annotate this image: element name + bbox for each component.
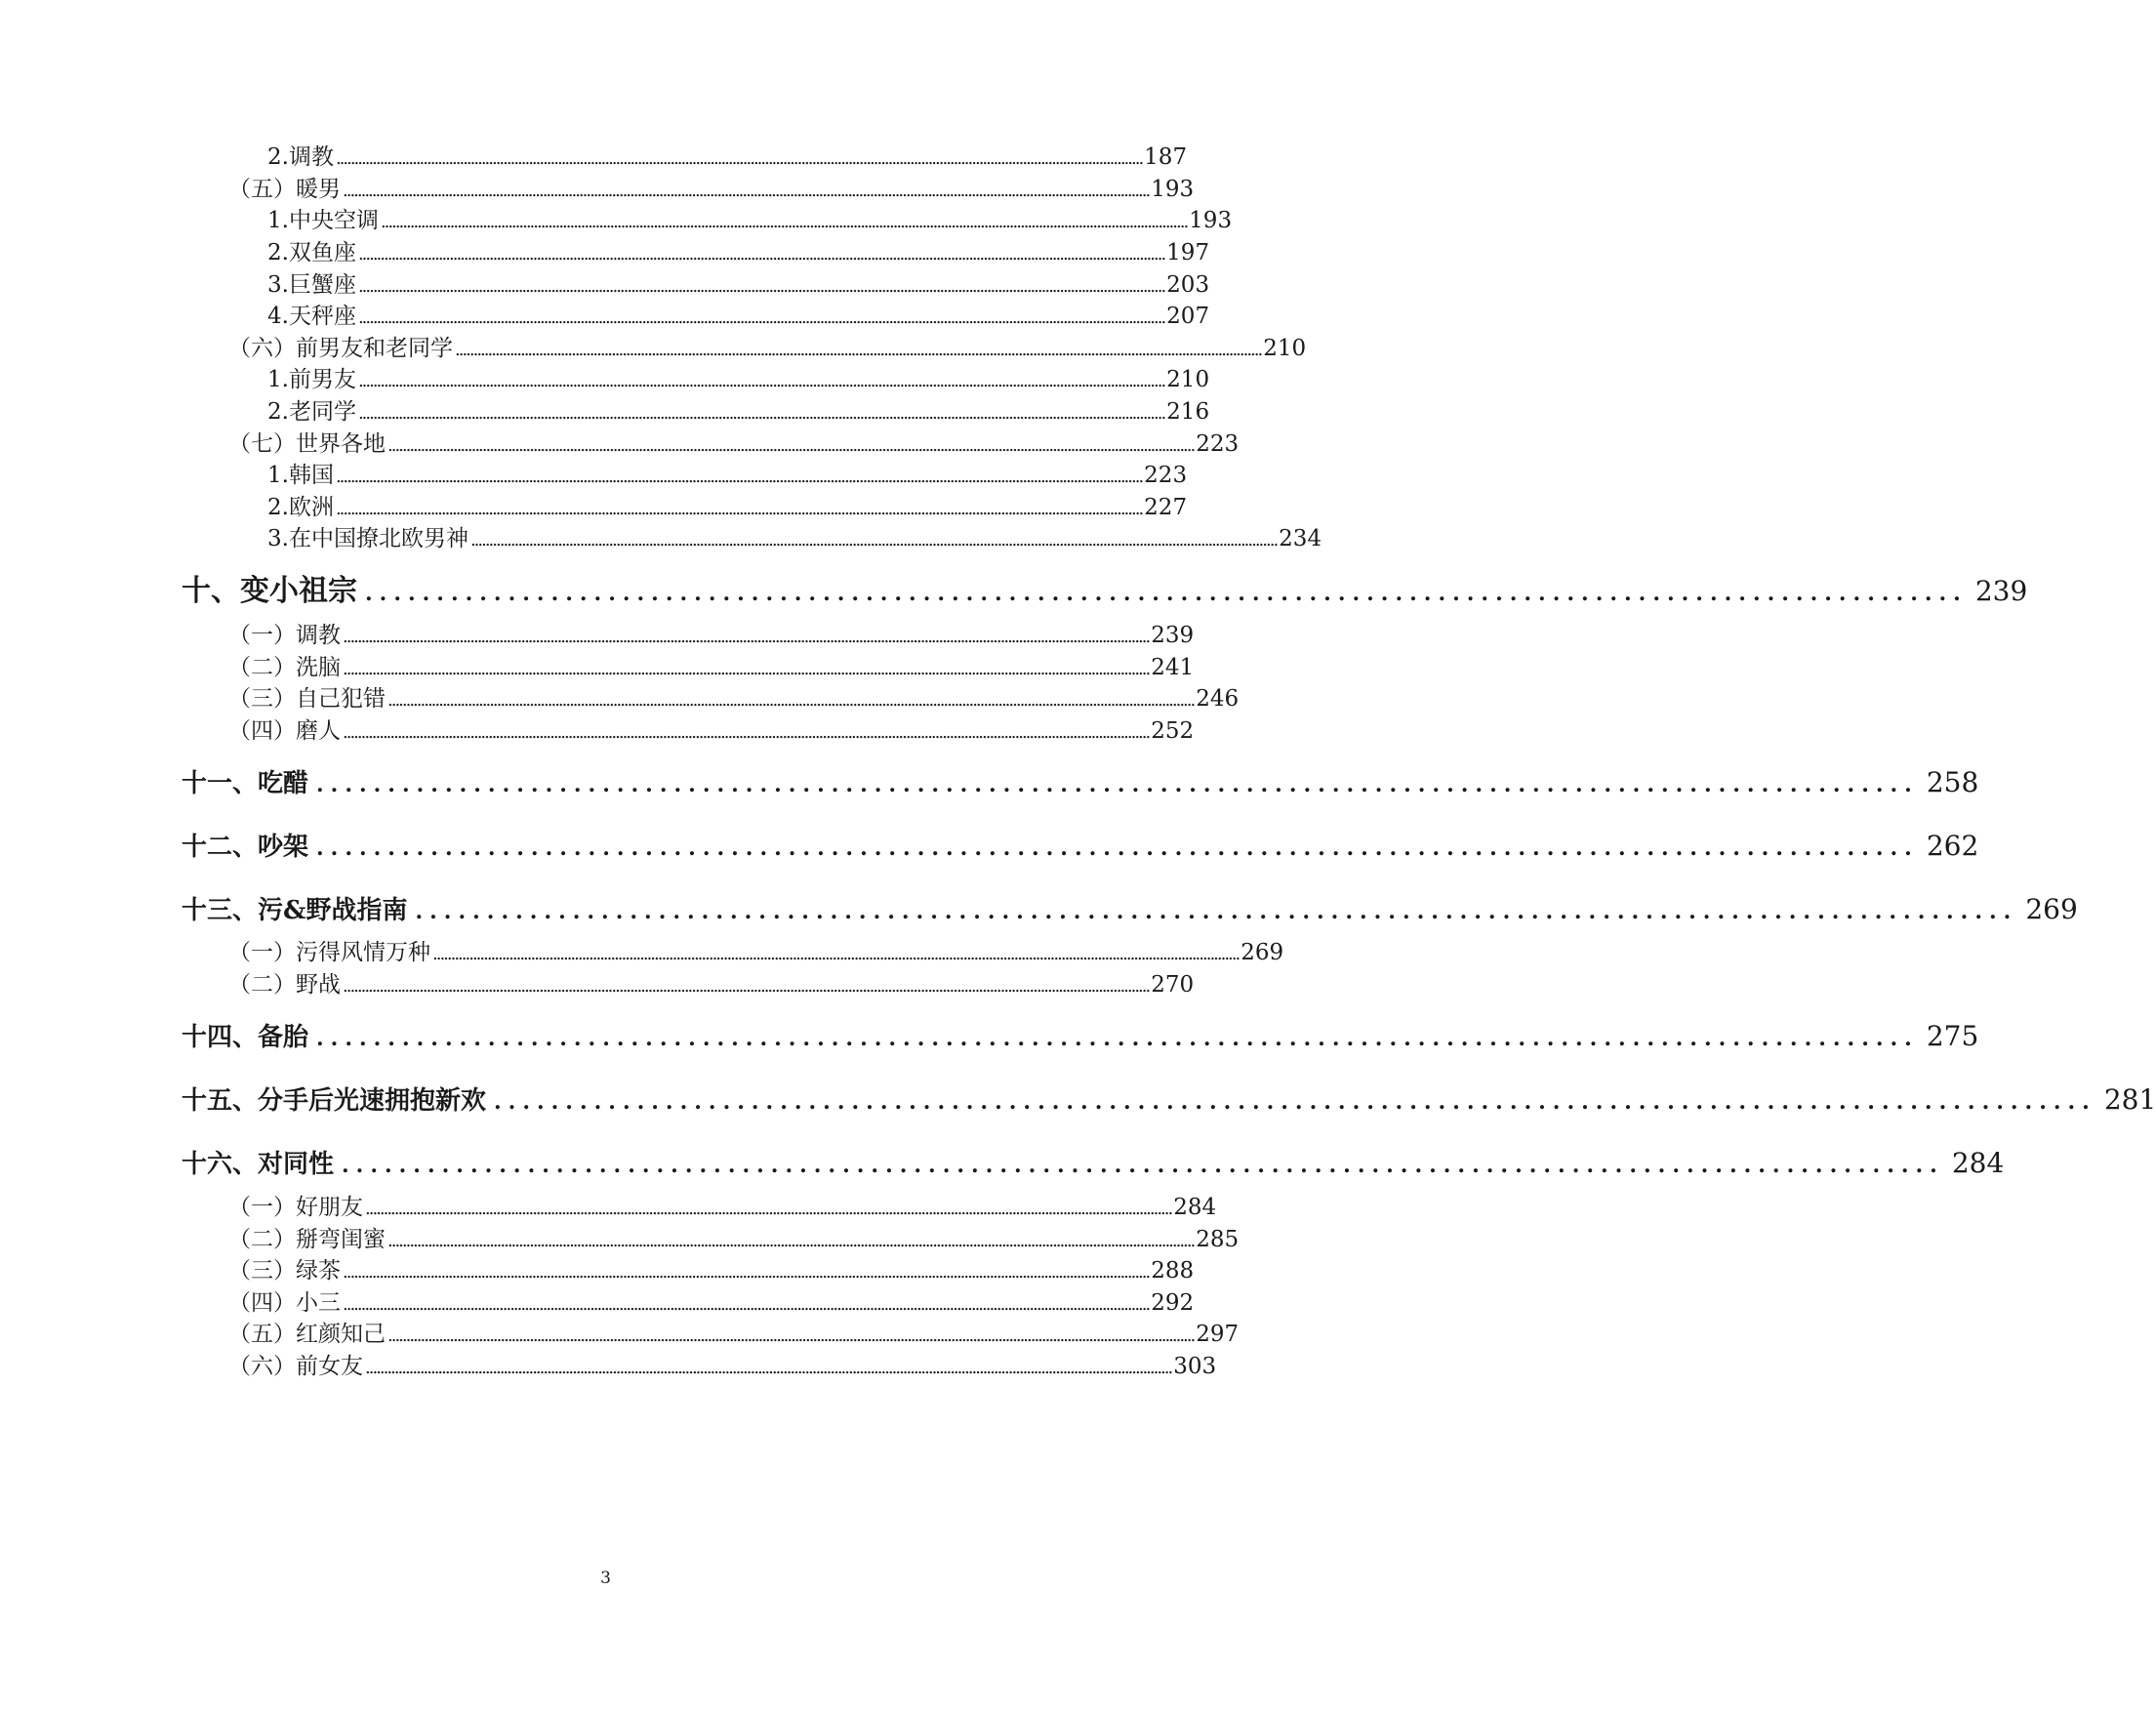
toc-chapter-title: 十二、吵架 bbox=[182, 833, 309, 862]
toc-entry-page: 193 bbox=[1151, 177, 1195, 202]
toc-chapter[interactable] bbox=[182, 893, 2078, 925]
toc-dot-leader: .............................................................................................................................................................................................................................. bbox=[432, 944, 1240, 964]
toc-entry-title: （六）前女友 bbox=[228, 1354, 363, 1379]
toc-dot-leader: .............................................................................................................................................................................................................................. bbox=[357, 371, 1165, 391]
toc-entry[interactable] bbox=[228, 177, 1195, 202]
toc-dot-leader: .............................................................................................................................................................................................................................. bbox=[343, 181, 1150, 201]
toc-dot-leader: .............................................................................................................................................................................................................................. bbox=[387, 435, 1195, 456]
toc-entry[interactable] bbox=[228, 940, 1284, 965]
toc-entry-title: （五）红颜知己 bbox=[228, 1322, 386, 1347]
toc-chapter-page: 269 bbox=[2025, 893, 2078, 925]
toc-entry-title: （六）前男友和老同学 bbox=[228, 336, 453, 361]
toc-entry-title: （三）绿茶 bbox=[228, 1258, 341, 1284]
toc-chapter[interactable] bbox=[182, 1020, 1979, 1052]
toc-chapter-page: 284 bbox=[1951, 1147, 2005, 1179]
toc-chapter-title: 十三、污&野战指南 bbox=[182, 896, 408, 925]
toc-entry-page: 297 bbox=[1196, 1322, 1240, 1347]
toc-entry-title: （二）野战 bbox=[228, 972, 341, 998]
toc-entry[interactable] bbox=[228, 431, 1240, 457]
toc-entry-page: 223 bbox=[1144, 463, 1188, 488]
toc-dot-leader: ................................................................................................................ bbox=[415, 899, 2018, 924]
toc-entry[interactable] bbox=[267, 495, 1188, 520]
toc-entry-page: 210 bbox=[1166, 367, 1210, 392]
toc-entry[interactable] bbox=[228, 972, 1195, 998]
toc-entry-page: 239 bbox=[1151, 623, 1195, 648]
toc-entry-page: 303 bbox=[1173, 1354, 1217, 1379]
toc-dot-leader: .............................................................................................................................................................................................................................. bbox=[335, 467, 1143, 487]
toc-dot-leader: .............................................................................................................................................................................................................................. bbox=[343, 659, 1150, 679]
toc-dot-leader: .............................................................................................................................................................................................................................. bbox=[335, 148, 1143, 169]
toc-chapter[interactable] bbox=[182, 1083, 2156, 1116]
toc-entry-page: 203 bbox=[1166, 272, 1210, 298]
toc-entry-title: （三）自己犯错 bbox=[228, 686, 386, 712]
toc-entry-page: 284 bbox=[1173, 1195, 1217, 1220]
toc-entry[interactable] bbox=[228, 1195, 1217, 1220]
toc-entry[interactable] bbox=[228, 1322, 1240, 1347]
toc-entry-page: 210 bbox=[1263, 336, 1307, 361]
toc-entry-page: 197 bbox=[1166, 240, 1210, 265]
toc-chapter-title: 十、变小祖宗 bbox=[182, 574, 357, 608]
toc-entry-title: 4.天秤座 bbox=[267, 304, 356, 329]
toc-entry-title: 2.老同学 bbox=[267, 399, 356, 425]
toc-chapter-page: 275 bbox=[1926, 1020, 1979, 1052]
toc-dot-leader: .............................................................................................................................................................................................................................. bbox=[380, 212, 1188, 232]
toc-dot-leader: ................................................................................................................ bbox=[365, 581, 1968, 606]
toc-entry-page: 288 bbox=[1151, 1258, 1195, 1284]
toc-chapter-page: 262 bbox=[1926, 830, 1979, 862]
toc-entry-title: 3.巨蟹座 bbox=[267, 272, 356, 298]
toc-chapter[interactable] bbox=[182, 830, 1979, 862]
toc-chapter-title: 十五、分手后光速拥抱新欢 bbox=[182, 1086, 487, 1116]
toc-entry-title: 1.韩国 bbox=[267, 463, 334, 488]
toc-dot-leader: .............................................................................................................................................................................................................................. bbox=[387, 1231, 1195, 1251]
toc-entry-title: （二）洗脑 bbox=[228, 655, 341, 680]
toc-dot-leader: .............................................................................................................................................................................................................................. bbox=[365, 1199, 1172, 1219]
toc-entry-page: 270 bbox=[1151, 972, 1195, 998]
toc-entry[interactable] bbox=[267, 399, 1210, 425]
toc-entry-title: （一）污得风情万种 bbox=[228, 940, 430, 965]
toc-chapter-page: 239 bbox=[1974, 575, 2028, 607]
toc-entry-page: 193 bbox=[1189, 208, 1233, 233]
toc-entry-page: 187 bbox=[1144, 144, 1188, 170]
toc-dot-leader: .............................................................................................................................................................................................................................. bbox=[357, 244, 1165, 265]
toc-chapter-title: 十一、吃醋 bbox=[182, 769, 309, 798]
toc-entry-page: 269 bbox=[1241, 940, 1284, 965]
toc-entry-title: （一）调教 bbox=[228, 623, 341, 648]
toc-chapter-title: 十四、备胎 bbox=[182, 1023, 309, 1052]
toc-entry-title: 1.中央空调 bbox=[267, 208, 379, 233]
toc-entry-title: （四）磨人 bbox=[228, 718, 341, 744]
toc-dot-leader: .............................................................................................................................................................................................................................. bbox=[455, 340, 1262, 360]
toc-entry-page: 241 bbox=[1151, 655, 1195, 680]
toc-entry-page: 207 bbox=[1166, 304, 1210, 329]
toc-chapter-page: 281 bbox=[2103, 1083, 2156, 1116]
toc-chapter[interactable] bbox=[182, 766, 1979, 798]
toc-chapter[interactable] bbox=[182, 574, 2028, 608]
toc-entry[interactable] bbox=[267, 367, 1210, 392]
toc-dot-leader: .............................................................................................................................................................................................................................. bbox=[387, 690, 1195, 711]
toc-dot-leader: .............................................................................................................................................................................................................................. bbox=[335, 499, 1143, 519]
toc-entry[interactable] bbox=[267, 240, 1210, 265]
toc-entry[interactable] bbox=[228, 336, 1307, 361]
toc-entry[interactable] bbox=[267, 526, 1322, 551]
toc-dot-leader: .............................................................................................................................................................................................................................. bbox=[365, 1358, 1172, 1378]
toc-entry-page: 252 bbox=[1151, 718, 1195, 744]
toc-entry[interactable] bbox=[267, 272, 1210, 298]
toc-entry[interactable] bbox=[267, 144, 1188, 170]
toc-entry[interactable] bbox=[267, 304, 1210, 329]
toc-entry-page: 223 bbox=[1196, 431, 1240, 457]
toc-entry-page: 246 bbox=[1196, 686, 1240, 712]
toc-entry[interactable] bbox=[267, 463, 1188, 488]
toc-entry[interactable] bbox=[228, 1227, 1240, 1252]
toc-entry[interactable] bbox=[228, 623, 1195, 648]
toc-entry[interactable] bbox=[228, 1290, 1195, 1316]
toc-dot-leader: .............................................................................................................................................................................................................................. bbox=[387, 1325, 1195, 1346]
toc-dot-leader: ................................................................................................................ bbox=[494, 1089, 2096, 1115]
toc-entry-page: 292 bbox=[1151, 1290, 1195, 1316]
toc-entry-title: 3.在中国撩北欧男神 bbox=[267, 526, 468, 551]
toc-entry-title: 2.调教 bbox=[267, 144, 334, 170]
toc-entry-page: 216 bbox=[1166, 399, 1210, 425]
toc-entry-page: 234 bbox=[1279, 526, 1322, 551]
toc-dot-leader: .............................................................................................................................................................................................................................. bbox=[343, 976, 1150, 997]
toc-entry-title: 2.双鱼座 bbox=[267, 240, 356, 265]
toc-entry-title: 1.前男友 bbox=[267, 367, 356, 392]
toc-entry-title: （四）小三 bbox=[228, 1290, 341, 1316]
toc-entry-title: （五）暖男 bbox=[228, 177, 341, 202]
toc-dot-leader: ................................................................................................................ bbox=[342, 1153, 1944, 1178]
toc-dot-leader: ................................................................................................................ bbox=[316, 772, 1919, 797]
toc-entry[interactable] bbox=[267, 208, 1233, 233]
toc-entry[interactable] bbox=[228, 1354, 1217, 1379]
toc-entry[interactable] bbox=[228, 686, 1240, 712]
toc-entry[interactable] bbox=[228, 718, 1195, 744]
toc-chapter[interactable] bbox=[182, 1147, 2005, 1179]
toc-dot-leader: .............................................................................................................................................................................................................................. bbox=[343, 1294, 1150, 1315]
toc-dot-leader: .............................................................................................................................................................................................................................. bbox=[357, 403, 1165, 424]
toc-dot-leader: ................................................................................................................ bbox=[316, 836, 1919, 861]
toc-dot-leader: .............................................................................................................................................................................................................................. bbox=[469, 530, 1278, 550]
toc-dot-leader: .............................................................................................................................................................................................................................. bbox=[357, 276, 1165, 297]
page-number: 3 bbox=[600, 1569, 611, 1588]
toc-entry-title: （一）好朋友 bbox=[228, 1195, 363, 1220]
toc-entry-title: 2.欧洲 bbox=[267, 495, 334, 520]
toc-dot-leader: ................................................................................................................ bbox=[316, 1026, 1919, 1051]
toc-entry-page: 227 bbox=[1144, 495, 1188, 520]
toc-chapter-title: 十六、对同性 bbox=[182, 1150, 335, 1179]
toc-chapter-page: 258 bbox=[1926, 766, 1979, 798]
toc-entry-title: （二）掰弯闺蜜 bbox=[228, 1227, 386, 1252]
toc-entry[interactable] bbox=[228, 655, 1195, 680]
toc-entry[interactable] bbox=[228, 1258, 1195, 1284]
toc-dot-leader: .............................................................................................................................................................................................................................. bbox=[357, 307, 1165, 328]
toc-dot-leader: .............................................................................................................................................................................................................................. bbox=[343, 627, 1150, 647]
toc-entry-page: 285 bbox=[1196, 1227, 1240, 1252]
toc-entry-title: （七）世界各地 bbox=[228, 431, 386, 457]
toc-dot-leader: .............................................................................................................................................................................................................................. bbox=[343, 722, 1150, 743]
toc-dot-leader: .............................................................................................................................................................................................................................. bbox=[343, 1262, 1150, 1283]
